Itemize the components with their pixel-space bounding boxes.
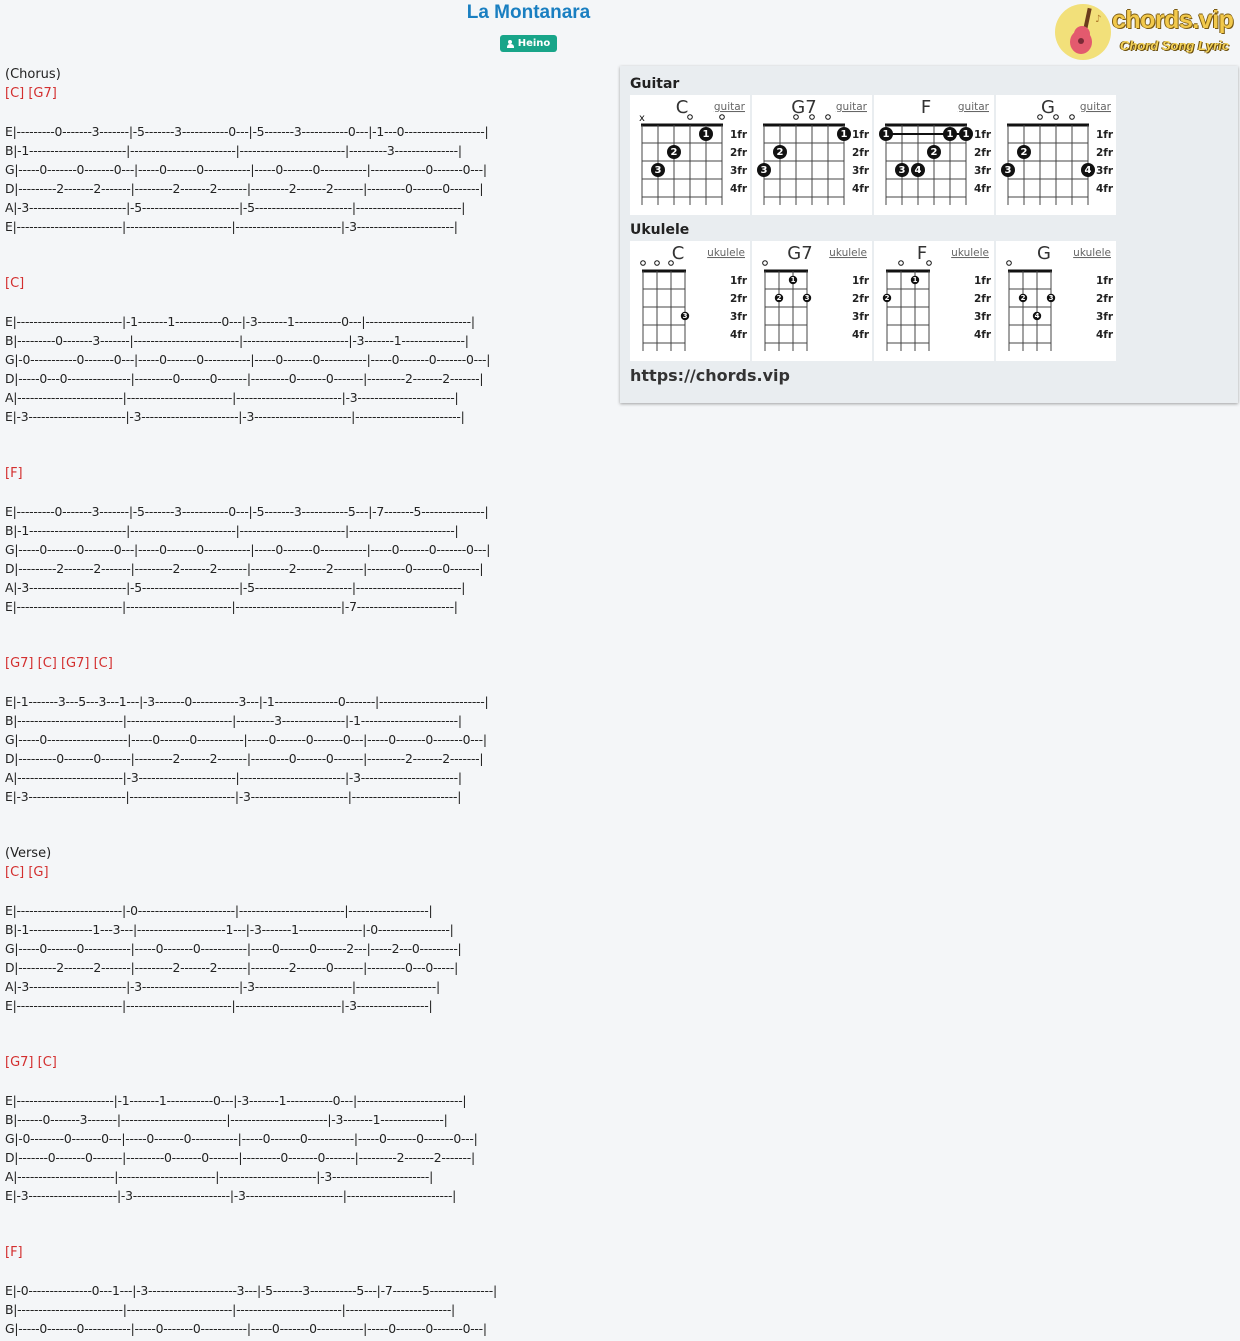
tab-line: G|-0--------0-------0---|-----0-------0-----------|-----0-------0-----------|-----0-------0-------0---| [5, 1131, 478, 1146]
open-string-marker [899, 261, 904, 266]
fret-label: 1fr [1096, 129, 1114, 141]
tab-line: B|-1-----------------------|-------------------------|-------------------------|-------------------------| [5, 523, 459, 538]
tab-line: A|-3-----------------------|-5-----------------------|-5-----------------------|-------------------------| [5, 200, 466, 215]
finger-number: 2 [1020, 147, 1028, 159]
chord-name: F [916, 243, 928, 264]
guitar-chord-c[interactable] [630, 95, 750, 215]
chord-line[interactable]: [G7] [C] [5, 1055, 57, 1070]
finger-number: 4 [1034, 311, 1040, 320]
muted-string-marker: x [639, 113, 645, 124]
tab-line: A|-3-----------------------|-3-----------------------|-3-----------------------|-------------------| [5, 979, 440, 994]
finger-number: 2 [670, 147, 678, 159]
guitar-chord-f[interactable] [874, 95, 994, 215]
fret-label: 1fr [730, 129, 748, 141]
chord-name: G7 [787, 243, 813, 264]
finger-number: 3 [760, 165, 768, 177]
tab-line: B|-------------------------|-------------------------|-------------------------|-------------------------| [5, 1302, 455, 1317]
tab-line: A|-----------------------|-----------------------|-----------------------|-3-----------------------| [5, 1169, 434, 1184]
chord-line[interactable]: [C] [G7] [5, 86, 57, 101]
fret-label: 3fr [730, 165, 748, 177]
logo-tagline: Chord Song Lyric [1120, 38, 1230, 53]
tab-line: A|-3-----------------------|-5-----------------------|-5-----------------------|-------------------------| [5, 580, 466, 595]
song-title: La Montanara [466, 2, 591, 23]
open-string-marker [1007, 261, 1012, 266]
fret-label: 4fr [730, 183, 748, 195]
tab-line: E|-1-------3---5---3---1---|-3-------0-----------3---|-1---------------0-------|-------------------------| [5, 694, 489, 709]
fret-label: 2fr [974, 293, 992, 305]
tab-line: E|---------0-------3-------|-5-------3-----------0---|-5-------3-----------5---|-7-------5---------------| [5, 504, 489, 519]
fret-label: 4fr [1096, 329, 1114, 341]
tab-line: G|-----0-------0-------0---|-----0-------0-----------|-----0-------0-----------|-------------0-------0---| [5, 162, 487, 177]
fret-label: 3fr [852, 165, 870, 177]
fret-label: 4fr [974, 183, 992, 195]
open-string-marker [927, 261, 932, 266]
tab-line: E|-----------------------|-1-------1-----------0---|-3-------1-----------0---|-------------------------| [5, 1093, 467, 1108]
ukulele-chord-g7[interactable] [752, 241, 872, 361]
chord-name: G [1041, 97, 1055, 118]
tab-line: D|-----0---0---------------|---------0-------0-------|---------0-------0-------|---------2-------2-------| [5, 371, 484, 386]
fret-label: 1fr [974, 129, 992, 141]
instrument-link[interactable]: guitar [957, 101, 989, 113]
finger-number: 3 [1048, 293, 1054, 302]
chord-line[interactable]: [G7] [C] [G7] [C] [5, 656, 113, 671]
tab-line: D|---------2-------2-------|---------2-------2-------|---------2-------0-------|---------0---0-----| [5, 960, 458, 975]
tab-line: G|-----0-------------------|-----0-------0-----------|-----0-------0-------0---|-----0-------0-------0---| [5, 732, 487, 747]
guitar-chord-g[interactable] [996, 95, 1116, 215]
tab-line: B|-------------------------|-------------------------|---------3---------------|-1-----------------------| [5, 713, 462, 728]
fret-label: 2fr [1096, 147, 1114, 159]
open-string-marker [688, 115, 693, 120]
fret-label: 4fr [730, 329, 748, 341]
finger-number: 3 [804, 293, 810, 302]
tab-line: A|-------------------------|-------------------------|-------------------------|-3-----------------------| [5, 390, 459, 405]
finger-number: 4 [914, 165, 922, 177]
guitar-logo-icon [1055, 4, 1111, 60]
tab-line: E|-3---------------------|-3-----------------------|-3-----------------------|-------------------------| [5, 1188, 457, 1203]
open-string-marker [641, 261, 646, 266]
artist-badge[interactable] [500, 35, 557, 52]
ukulele-chord-g[interactable] [996, 241, 1116, 361]
fret-label: 2fr [852, 293, 870, 305]
finger-number: 2 [776, 147, 784, 159]
tab-line: D|-------0-------0-------|---------0-------0-------|---------0-------0-------|---------2-------2-------| [5, 1150, 475, 1165]
open-string-marker [1070, 115, 1075, 120]
fret-label: 4fr [852, 329, 870, 341]
ukulele-section-title: Ukulele [630, 222, 690, 238]
section-label: (Verse) [5, 846, 52, 861]
tab-line: G|-----0-------0-----------|-----0-------0-----------|-----0-------0-------2---|-----2---0---------| [5, 941, 462, 956]
finger-number: 1 [840, 129, 848, 141]
fret-label: 3fr [852, 311, 870, 323]
finger-number: 3 [654, 165, 662, 177]
fret-label: 2fr [730, 147, 748, 159]
tab-line: G|-0-----------0-------0---|-----0-------0-----------|-----0-------0-----------|-----0-------0-------0---| [5, 352, 491, 367]
fret-label: 3fr [1096, 165, 1114, 177]
chord-line[interactable]: [C] [G] [5, 865, 49, 880]
finger-number: 1 [882, 129, 890, 141]
finger-number: 1 [912, 275, 918, 284]
site-logo[interactable] [1052, 2, 1238, 64]
chord-diagram-panel [620, 66, 1238, 403]
fret-label: 3fr [1096, 311, 1114, 323]
chord-name: G7 [791, 97, 817, 118]
chord-name: G [1037, 243, 1051, 264]
fret-label: 1fr [974, 275, 992, 287]
tab-line: B|---------0-------3-------|-------------------------|-------------------------|-3-------1---------------| [5, 333, 469, 348]
tab-line: B|------0-------3-------|-------------------------|-----------------------|-3-------1---------------| [5, 1112, 448, 1127]
tab-line: E|---------0-------3-------|-5-------3-----------0---|-5-------3-----------0---|-1---0-------------------| [5, 124, 489, 139]
finger-number: 2 [776, 293, 782, 302]
tab-line: E|-------------------------|-1-------1-----------0---|-3-------1-----------0---|-------------------------| [5, 314, 475, 329]
guitar-chord-g7[interactable] [752, 95, 872, 215]
finger-number: 2 [930, 147, 938, 159]
instrument-link[interactable]: guitar [1079, 101, 1111, 113]
chord-name: F [920, 97, 932, 118]
fret-label: 1fr [852, 129, 870, 141]
tab-line: B|-1-----------------------|-------------------------|-------------------------|---------3---------------| [5, 143, 462, 158]
finger-number: 3 [1004, 165, 1012, 177]
fret-label: 1fr [1096, 275, 1114, 287]
tab-line: E|-------------------------|-0-----------------------|-------------------------|-------------------| [5, 903, 433, 918]
fret-label: 2fr [730, 293, 748, 305]
tab-line: B|-1---------------1---3---|---------------------1---|-3-------1---------------|-0-----------------| [5, 922, 454, 937]
chord-line[interactable]: [C] [5, 276, 25, 291]
finger-number: 1 [946, 129, 954, 141]
open-string-marker [655, 261, 660, 266]
logo-brand: chords.vip [1112, 6, 1234, 34]
site-url[interactable]: https://chords.vip [630, 366, 790, 385]
section-label: (Chorus) [5, 67, 61, 82]
fret-label: 2fr [1096, 293, 1114, 305]
fret-label: 4fr [974, 329, 992, 341]
open-string-marker [763, 261, 768, 266]
chord-line[interactable]: [F] [5, 1245, 23, 1260]
instrument-link[interactable]: ukulele [1073, 247, 1111, 259]
instrument-link[interactable]: ukulele [951, 247, 989, 259]
finger-number: 4 [1084, 165, 1092, 177]
finger-number: 3 [898, 165, 906, 177]
chord-line[interactable]: [F] [5, 466, 23, 481]
finger-number: 1 [962, 129, 970, 141]
tab-line: G|-----0-------0-------0---|-----0-------0-----------|-----0-------0-----------|-----0-------0-------0---| [5, 542, 491, 557]
fret-label: 4fr [1096, 183, 1114, 195]
instrument-link[interactable]: guitar [835, 101, 867, 113]
open-string-marker [826, 115, 831, 120]
finger-number: 1 [790, 275, 796, 284]
tab-line: A|-------------------------|-3-----------------------|-------------------------|-3-----------------------| [5, 770, 462, 785]
svg-text:♪: ♪ [1095, 14, 1102, 25]
tab-line: E|-------------------------|-------------------------|-------------------------|-3-----------------------| [5, 219, 458, 234]
chord-name: C [671, 243, 685, 264]
tab-line: E|-3-----------------------|-3-----------------------|-3-----------------------|-------------------------| [5, 409, 465, 424]
finger-number: 3 [682, 311, 688, 320]
finger-number: 2 [1020, 293, 1026, 302]
fret-label: 3fr [730, 311, 748, 323]
chord-name: C [675, 97, 689, 118]
tab-line: D|---------0-------0-------|---------2-------2-------|---------0-------0-------|---------2-------2-------| [5, 751, 484, 766]
finger-number: 2 [884, 293, 890, 302]
fret-label: 2fr [974, 147, 992, 159]
tab-line: D|---------2-------2-------|---------2-------2-------|---------2-------2-------|---------0-------0-------| [5, 181, 484, 196]
fret-label: 4fr [852, 183, 870, 195]
tab-line: G|-----0-------0-----------|-----0-------0-----------|-----0-------0-----------|-----0-------0-------0---| [5, 1321, 487, 1336]
fret-label: 3fr [974, 311, 992, 323]
open-string-marker [720, 115, 725, 120]
user-icon [507, 40, 514, 48]
tab-line: E|-0---------------0---1---|-3---------------------3---|-5-------3-----------5---|-7-------5---------------| [5, 1283, 497, 1298]
instrument-link[interactable]: ukulele [707, 247, 745, 259]
tab-line: E|-3-----------------------|-------------------------|-3-----------------------|-------------------------| [5, 789, 462, 804]
ukulele-chord-c[interactable] [630, 241, 750, 361]
ukulele-chord-f[interactable] [874, 241, 994, 361]
guitar-section-title: Guitar [630, 76, 680, 92]
fret-label: 1fr [852, 275, 870, 287]
instrument-link[interactable]: ukulele [829, 247, 867, 259]
fret-label: 1fr [730, 275, 748, 287]
fret-label: 3fr [974, 165, 992, 177]
tab-line: E|-------------------------|-------------------------|-------------------------|-7-----------------------| [5, 599, 458, 614]
instrument-link[interactable]: guitar [713, 101, 745, 113]
fret-label: 2fr [852, 147, 870, 159]
tab-line: E|-------------------------|-------------------------|-------------------------|-3-----------------| [5, 998, 433, 1013]
finger-number: 1 [702, 129, 710, 141]
tab-line: D|---------2-------2-------|---------2-------2-------|---------2-------2-------|---------0-------0-------| [5, 561, 484, 576]
artist-name: Heino [517, 38, 551, 49]
